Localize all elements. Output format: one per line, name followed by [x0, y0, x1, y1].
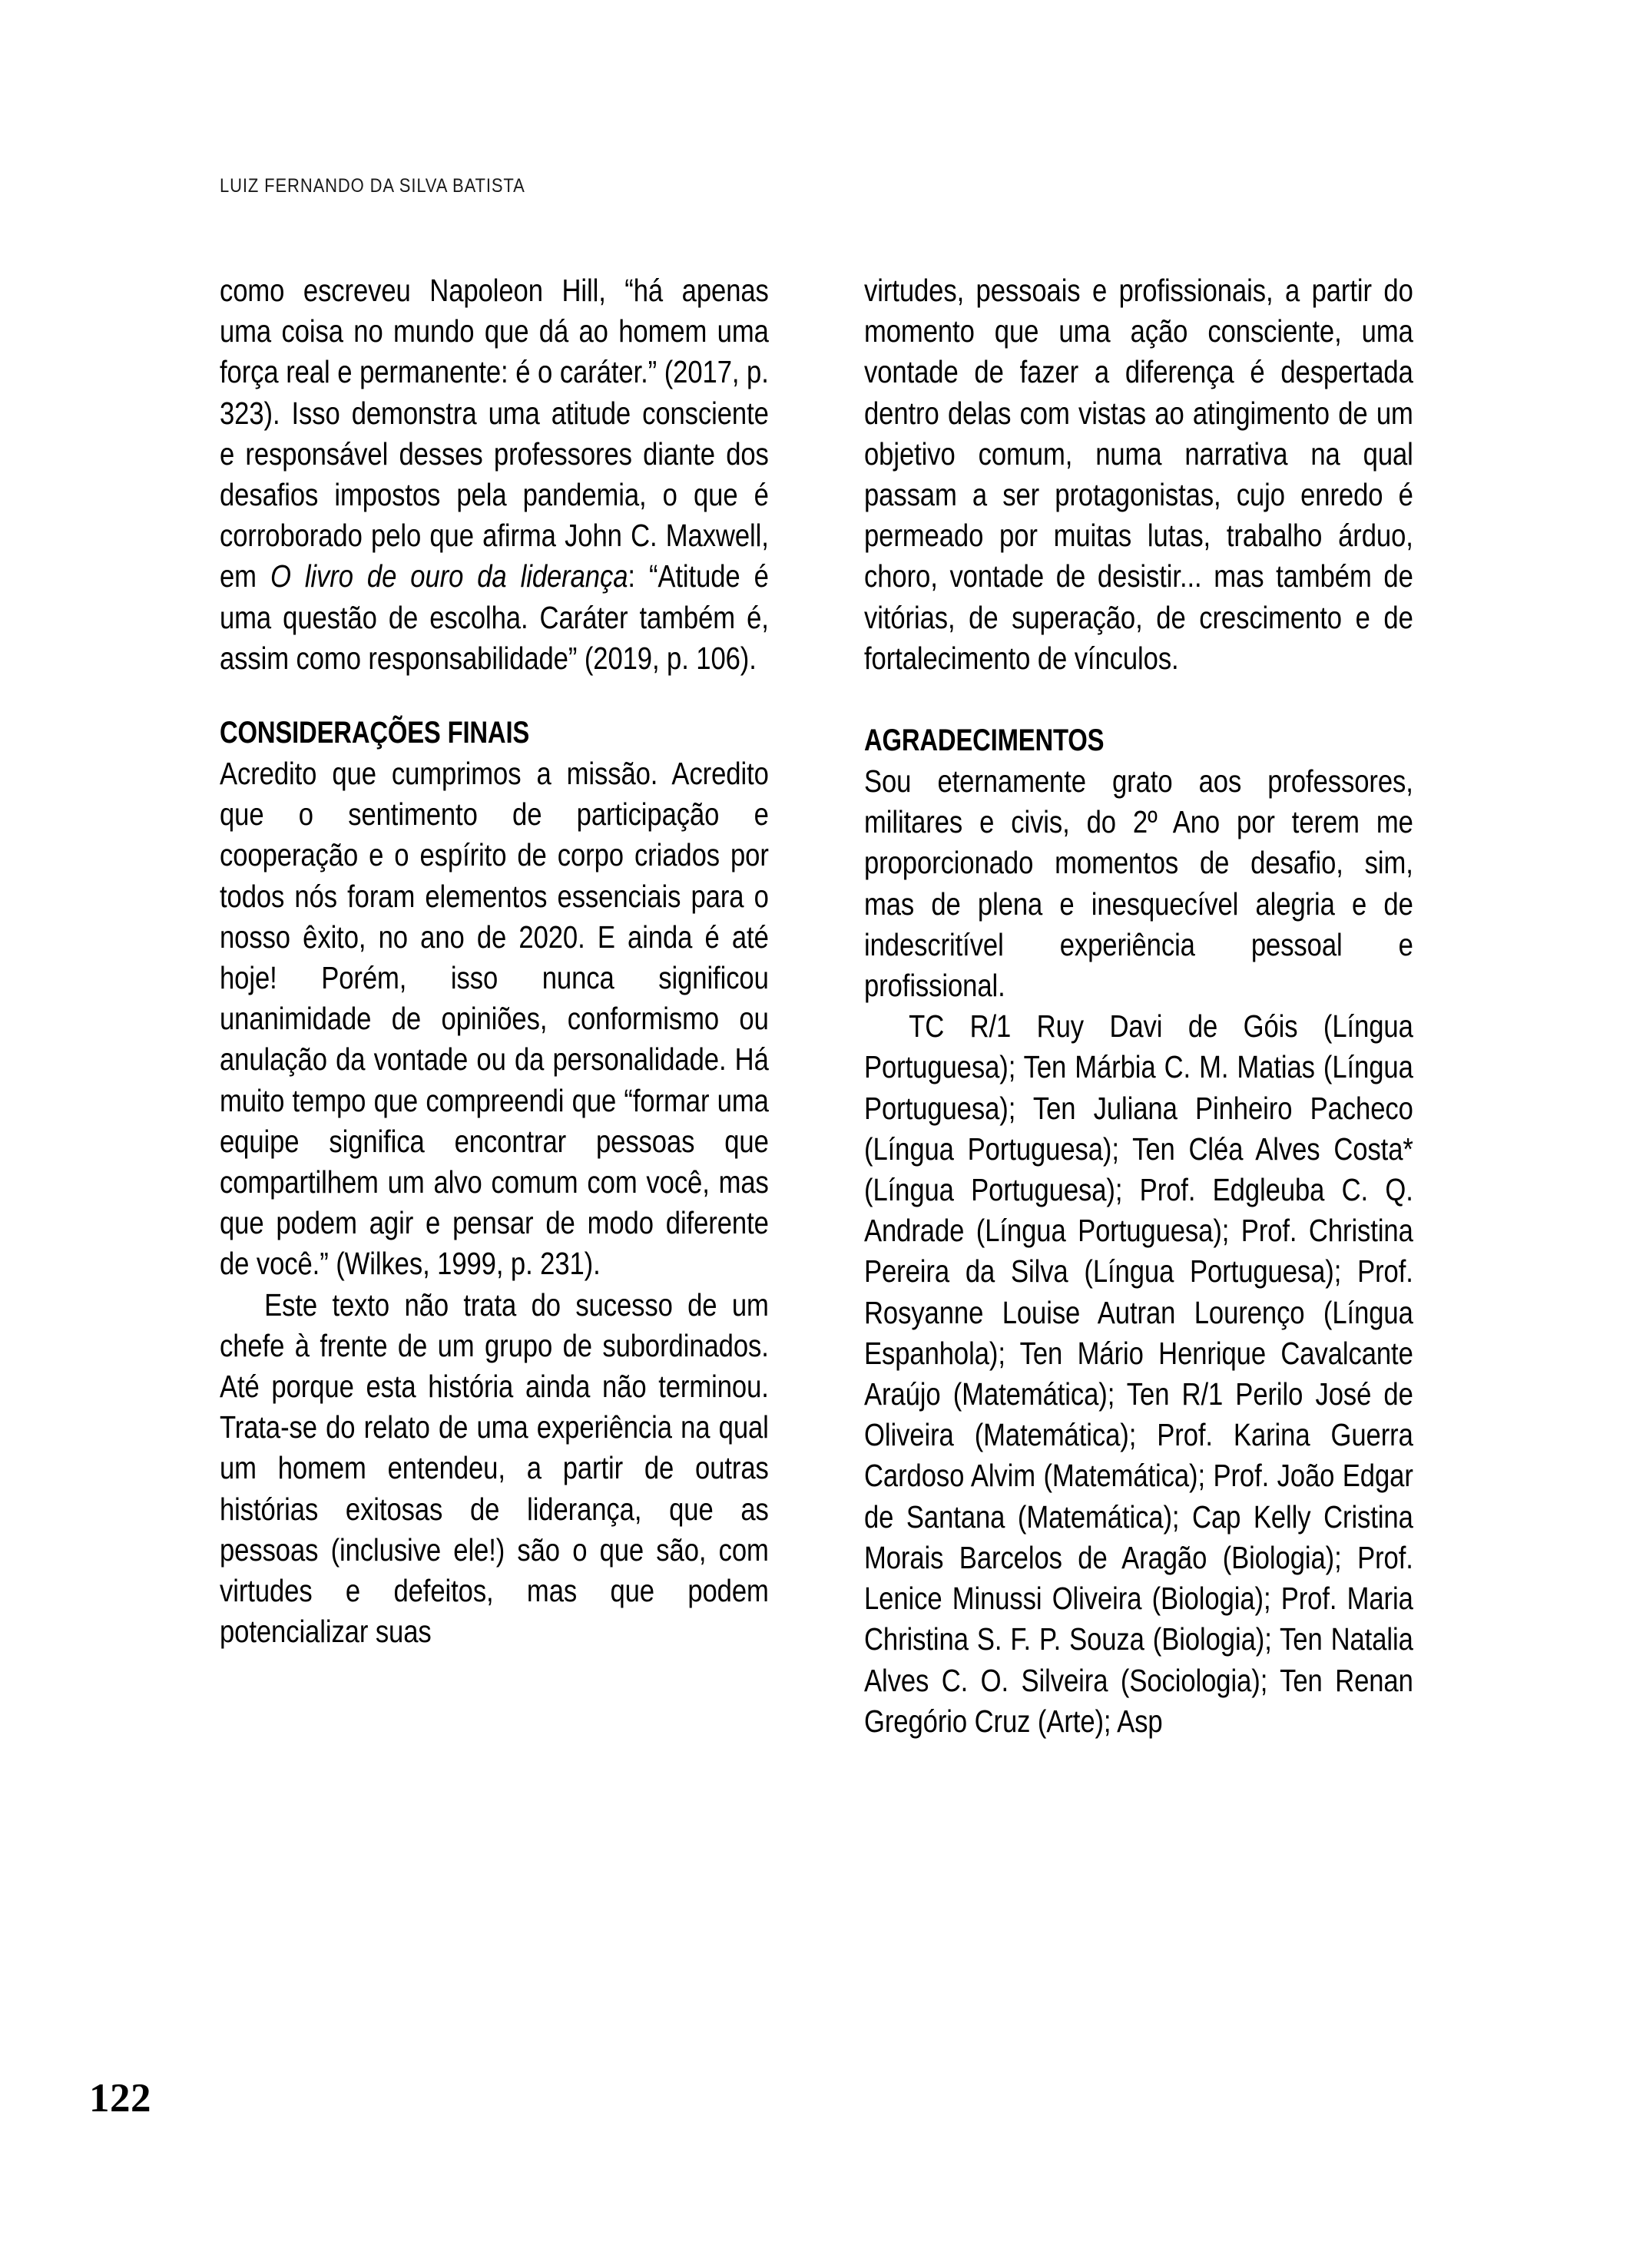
book-title-italic: O livro de ouro da liderança: [270, 558, 628, 594]
paragraph-agradecimentos-2: TC R/1 Ruy Davi de Góis (Língua Portuguesa); Ten Márbia C. M. Matias (Língua Portuguesa); Ten Juliana Pinheiro Pacheco (Língua Portuguesa); Ten Cléa Alves Costa* (Língua Portuguesa); Prof. Edgleuba C. Q. Andrade (Língua Portuguesa); Prof. Christina Pereira da Silva (Língua Portuguesa); Prof. Rosyanne Louise Autran Lourenço (Língua Espanhola); Ten Mário Henrique Cavalcante Araújo (Matemática); Ten R/1 Perilo José de Oliveira (Matemática); Prof. Karina Guerra Cardoso Alvim (Matemática); Prof. João Edgar de Santana (Matemática); Cap Kelly Cristina Morais Barcelos de Aragão (Biologia); Prof. Lenice Minussi Oliveira (Biologia); Prof. Maria Christina S. F. P. Souza (Biologia); Ten Natalia Alves C. O. Silveira (Sociologia); Ten Renan Gregório Cruz (Arte); Asp: [864, 1008, 1413, 1739]
segment-text: : “Atitude é uma questão de escolha. Caráter também é, assim como responsabilidade” (2019, p. 106).: [220, 558, 769, 676]
two-column-body: [220, 270, 1413, 1998]
page-number: 122: [89, 2076, 151, 2121]
spacer: [864, 679, 1413, 720]
paragraph-agradecimentos-1: Sou eternamente grato aos professores, militares e civis, do 2º Ano por terem me proporcionado momentos de desafio, sim, mas de plena e inesquecível alegria e de indescritível experiência pessoal e profissional.: [864, 763, 1413, 1004]
right-column: [864, 270, 1413, 1998]
paragraph-consideracoes-2: Este texto não trata do sucesso de um chefe à frente de um grupo de subordinados. Até porque esta história ainda não terminou. Trata-se do relato de uma experiência na qual um homem entendeu, a partir de outras histórias exitosas de liderança, que as pessoas (inclusive ele!) são o que são, com virtudes e defeitos, mas que podem potencializar suas: [220, 1286, 769, 1650]
spacer: [220, 679, 769, 713]
running-head: LUIZ FERNANDO DA SILVA BATISTA: [220, 175, 525, 197]
paragraph-consideracoes-1: Acredito que cumprimos a missão. Acredito que o sentimento de participação e cooperação e o espírito de corpo criados por todos nós foram elementos essenciais para o nosso êxito, no ano de 2020. E ainda é até hoje! Porém, isso nunca significou unanimidade de opiniões, conformismo ou anulação da vontade ou da personalidade. Há muito tempo que compreendi que “formar uma equipe significa encontrar pessoas que compartilhem um alvo comum com você, mas que podem agir e pensar de modo diferente de você.” (Wilkes, 1999, p. 231).: [220, 756, 769, 1282]
column-gutter: [769, 270, 864, 1998]
paragraph-hill-maxwell: [220, 270, 769, 679]
heading-consideracoes-finais: CONSIDERAÇÕES FINAIS: [220, 716, 530, 750]
left-column: [220, 270, 769, 1998]
segment-text: como escreveu Napoleon Hill, “há apenas uma coisa no mundo que dá ao homem uma força real e permanente: é o caráter.” (2017, p. 323). Isso demonstra uma atitude consciente e responsável desses professores diante dos desafios impostos pela pandemia, o que é corroborado pelo que afirma John C. Maxwell, em: [220, 273, 769, 594]
heading-agradecimentos: AGRADECIMENTOS: [864, 723, 1105, 758]
paragraph-continuation: virtudes, pessoais e profissionais, a partir do momento que uma ação consciente, uma vontade de fazer a diferença é despertada dentro delas com vistas ao atingimento de um objetivo comum, numa narrativa na qual passam a ser protagonistas, cujo enredo é permeado por muitas lutas, trabalho árduo, choro, vontade de desistir... mas também de vitórias, de superação, de crescimento e de fortalecimento de vínculos.: [864, 273, 1413, 676]
